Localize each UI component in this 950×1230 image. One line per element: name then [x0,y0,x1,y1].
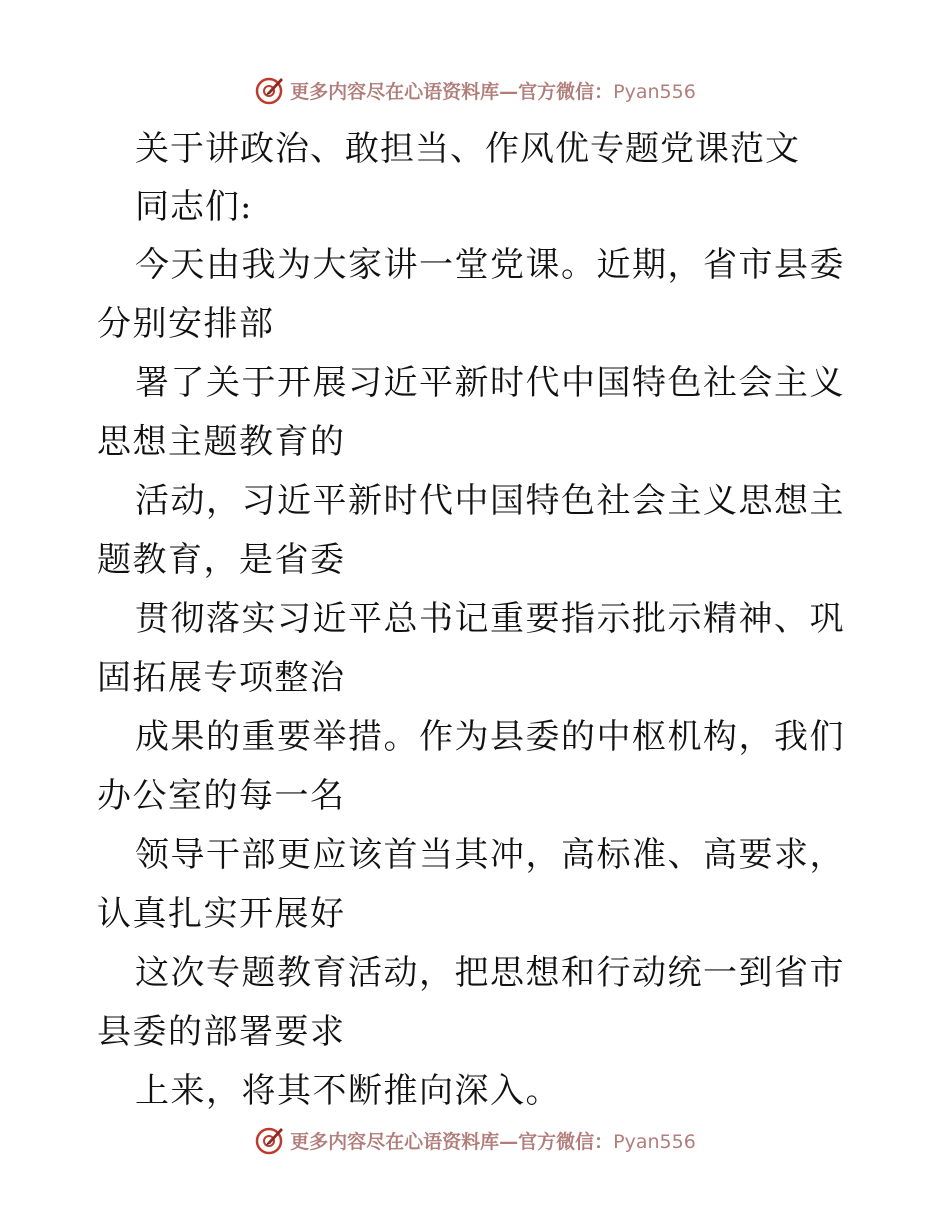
brush-pen-logo-icon [254,74,286,106]
brush-pen-logo-icon [254,1124,286,1156]
footer-wechat-id: Pyan556 [613,1130,696,1153]
document-title: 关于讲政治、敢担当、作风优专题党课范文 [135,129,800,169]
paragraph-6: 领导干部更应该首当其冲，高标准、高要求，认真扎实开展好 [97,835,845,934]
header-wechat-id: Pyan556 [613,80,696,103]
paragraph-4: 贯彻落实习近平总书记重要指示批示精神、巩固拓展专项整治 [97,599,845,698]
footer-banner-text: 更多内容尽在心语资料库—官方微信：Pyan556 [290,1130,696,1153]
paragraph-2: 署了关于开展习近平新时代中国特色社会主义思想主题教育的 [97,363,845,462]
paragraph-1: 今天由我为大家讲一堂党课。近期，省市县委分别安排部 [97,245,845,344]
paragraph-3: 活动，习近平新时代中国特色社会主义思想主题教育，是省委 [97,481,845,580]
salutation: 同志们: [135,187,253,227]
paragraph-8: 上来，将其不断推向深入。 [135,1071,561,1111]
document-body [97,120,857,1121]
header-banner [0,70,950,110]
footer-banner [0,1120,950,1160]
paragraph-5: 成果的重要举措。作为县委的中枢机构，我们办公室的每一名 [97,717,845,816]
paragraph-7: 这次专题教育活动，把思想和行动统一到省市县委的部署要求 [97,953,845,1052]
header-banner-text: 更多内容尽在心语资料库—官方微信：Pyan556 [290,80,696,103]
